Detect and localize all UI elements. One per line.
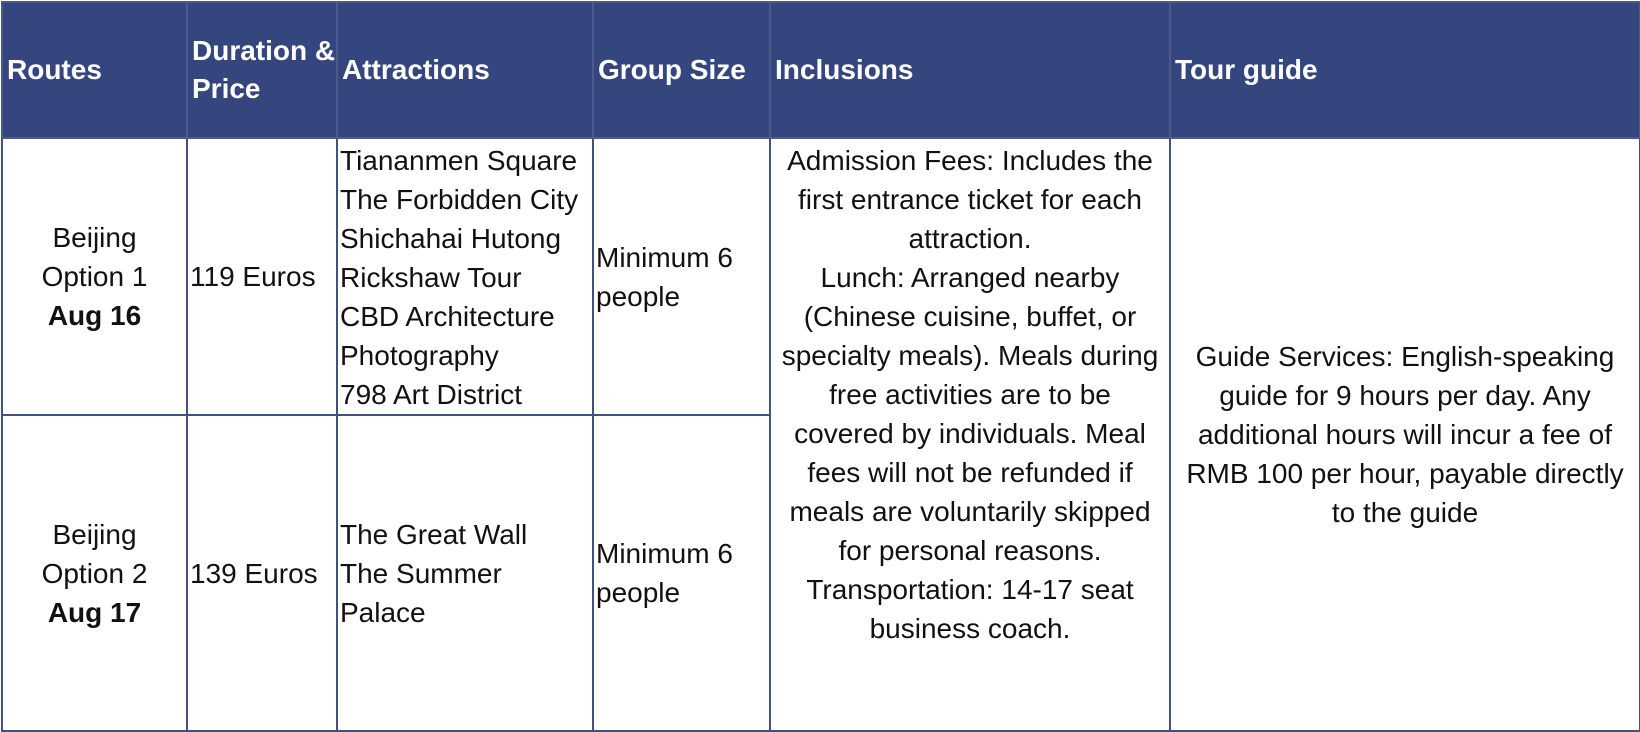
inclusion-admission: Admission Fees: Includes the first entrance ticket for each attraction. <box>787 145 1153 254</box>
group-size-cell: Minimum 6 people <box>593 415 770 731</box>
header-group-size: Group Size <box>593 2 770 138</box>
route-option: Option 2 <box>41 557 148 589</box>
attraction-item: The Great Wall <box>340 518 528 550</box>
attraction-item: Rickshaw Tour <box>340 262 522 293</box>
tour-options-table <box>1 1 1640 732</box>
attraction-item: Palace <box>340 596 426 628</box>
header-inclusions: Inclusions <box>770 2 1170 138</box>
route-city: Beijing <box>52 518 137 550</box>
inclusions-cell <box>770 138 1170 731</box>
attraction-item: 798 Art District <box>340 379 523 410</box>
attractions-cell <box>337 415 593 731</box>
price-cell: 139 Euros <box>187 415 337 731</box>
price-cell: 119 Euros <box>187 138 337 415</box>
attraction-item: Shichahai Hutong <box>340 223 562 254</box>
header-duration-price: Duration & Price <box>187 2 337 138</box>
attractions-cell <box>337 138 593 415</box>
route-city: Beijing <box>52 222 137 253</box>
route-cell <box>2 415 187 731</box>
inclusion-transportation: Transportation: 14-17 seat business coach. <box>806 574 1134 644</box>
attraction-item: Photography <box>340 340 499 371</box>
attraction-item: CBD Architecture <box>340 301 555 332</box>
route-option: Option 1 <box>41 261 148 292</box>
tour-guide-cell: Guide Services: English-speaking guide for 9 hours per day. Any additional hours will incur a fee of RMB 100 per hour, payable directly to the guide <box>1170 138 1640 731</box>
inclusion-lunch: Lunch: Arranged nearby (Chinese cuisine, buffet, or specialty meals). Meals during free activities are to be covered by individuals. Meal fees will not be refunded if meals are voluntarily skipped for personal reasons. <box>781 262 1159 566</box>
header-routes: Routes <box>2 2 187 138</box>
header-tour-guide: Tour guide <box>1170 2 1640 138</box>
table-header-row <box>2 2 1640 138</box>
route-cell <box>2 138 187 415</box>
attraction-item: Tiananmen Square <box>340 145 578 176</box>
group-size-cell: Minimum 6 people <box>593 138 770 415</box>
attraction-item: The Summer <box>340 557 502 589</box>
route-date: Aug 16 <box>47 300 142 331</box>
route-date: Aug 17 <box>47 596 142 628</box>
attraction-item: The Forbidden City <box>340 184 579 215</box>
header-attractions: Attractions <box>337 2 593 138</box>
table-row <box>2 138 1640 415</box>
